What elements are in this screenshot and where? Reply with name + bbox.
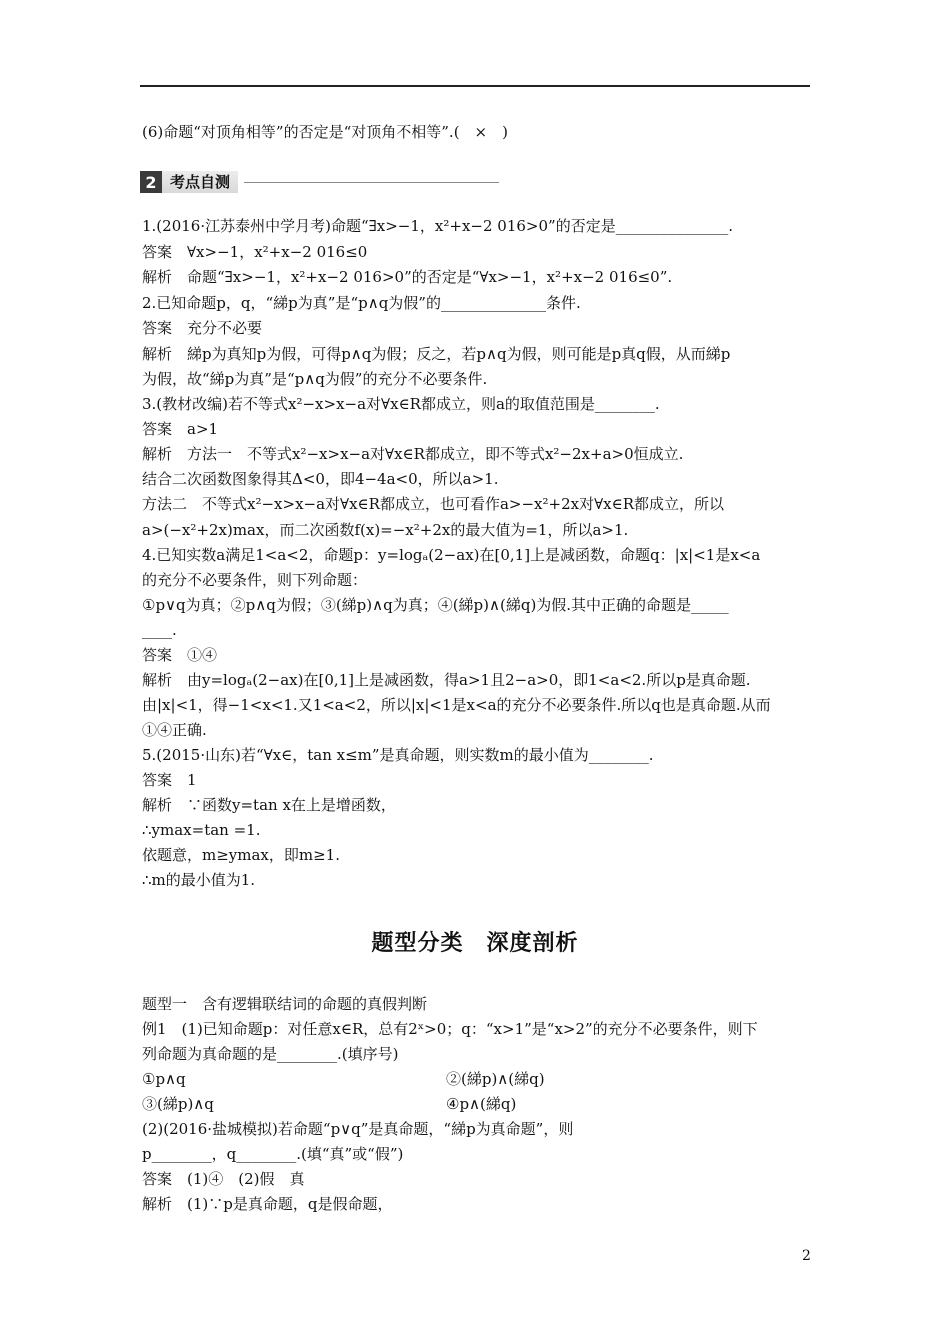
option-line: ③(綈p)∧q: [142, 1095, 214, 1113]
text-line: 1.(2016·江苏泰州中学月考)命题“∃x>−1，x²+x−2 016>0”的否定是_______________.: [142, 217, 733, 235]
page-number: 2: [802, 1248, 811, 1264]
text-line: 解析 由y=logₐ(2−ax)在[0,1]上是减函数，得a>1且2−a>0，即1<a<2.所以p是真命题.: [142, 671, 751, 689]
text-line: 答案 ①④: [142, 646, 218, 664]
text-line: ①④正确.: [142, 721, 207, 739]
text-line: (2)(2016·盐城模拟)若命题“p∨q”是真命题，“綈p为真命题”，则: [142, 1120, 574, 1138]
text-line: 答案 ∀x>−1，x²+x−2 016≤0: [142, 243, 368, 261]
option-line: ②(綈p)∧(綈q): [446, 1070, 545, 1088]
text-line: 依题意，m≥ymax，即m≥1.: [142, 846, 340, 864]
text-line: p________，q________.(填“真”或“假”): [142, 1145, 404, 1163]
text-line: 2.已知命题p，q，“綈p为真”是“p∧q为假”的______________条件.: [142, 294, 581, 312]
text-line: ∴ymax=tan =1.: [142, 821, 261, 839]
text-line: 解析 綈p为真知p为假，可得p∧q为假；反之，若p∧q为假，则可能是p真q假，从而綈p: [142, 345, 731, 363]
text-line: ____.: [142, 621, 177, 639]
text-line: 3.(教材改编)若不等式x²−x>x−a对∀x∈R都成立，则a的取值范围是________.: [142, 395, 660, 413]
section-title: 考点自测: [162, 171, 238, 193]
text-line: 由|x|<1，得−1<x<1.又1<a<2，所以|x|<1是x<a的充分不必要条件.所以q也是真命题.从而: [142, 696, 771, 714]
text-line: 的充分不必要条件，则下列命题：: [142, 571, 368, 589]
section-heading: 题型分类 深度剖析: [371, 931, 579, 956]
text-line: 解析 方法一 不等式x²−x>x−a对∀x∈R都成立，即不等式x²−2x+a>0恒成立.: [142, 445, 684, 463]
text-line: 为假，故“綈p为真”是“p∧q为假”的充分不必要条件.: [142, 370, 488, 388]
text-line: 结合二次函数图象得其Δ<0，即4−4a<0，所以a>1.: [142, 470, 499, 488]
text-line: 答案 a>1: [142, 420, 219, 438]
text-line: 方法二 不等式x²−x>x−a对∀x∈R都成立，也可看作a>−x²+2x对∀x∈R都成立，所以: [142, 495, 724, 513]
text-line: 答案 (1)④ (2)假 真: [142, 1170, 305, 1188]
section-badge: [140, 170, 499, 194]
text-line: 例1 (1)已知命题p：对任意x∈R，总有2ˣ>0；q：“x>1”是“x>2”的充分不必要条件，则下: [142, 1020, 758, 1038]
text-line: a>(−x²+2x)max，而二次函数f(x)=−x²+2x的最大值为=1，所以a>1.: [142, 521, 629, 539]
text-line: 题型一 含有逻辑联结词的命题的真假判断: [142, 995, 428, 1013]
text-line: ∴m的最小值为1.: [142, 871, 256, 889]
section-number: 2: [140, 171, 162, 193]
text-line: 解析 ∵函数y=tan x在上是增函数，: [142, 796, 396, 814]
text-line: 答案 1: [142, 771, 197, 789]
text-line: ①p∨q为真；②p∧q为假；③(綈p)∧q为真；④(綈p)∧(綈q)为假.其中正确的命题是_____: [142, 596, 729, 614]
section-rule: [244, 182, 499, 183]
text-line: 4.已知实数a满足1<a<2，命题p：y=logₐ(2−ax)在[0,1]上是减函数，命题q：|x|<1是x<a: [142, 546, 761, 564]
option-line: ④p∧(綈q): [446, 1095, 517, 1113]
text-line: 列命题为真命题的是________.(填序号): [142, 1045, 399, 1063]
text-line: 答案 充分不必要: [142, 319, 263, 337]
top-rule: [140, 85, 810, 87]
option-line: ①p∧q: [142, 1070, 186, 1088]
text-line: 解析 命题“∃x>−1，x²+x−2 016>0”的否定是“∀x>−1，x²+x−2 016≤0”.: [142, 268, 673, 286]
item-6-line: (6)命题“对顶角相等”的否定是“对顶角不相等”.( × ): [142, 123, 508, 141]
text-line: 解析 (1)∵p是真命题，q是假命题，: [142, 1195, 393, 1213]
text-line: 5.(2015·山东)若“∀x∈，tan x≤m”是真命题，则实数m的最小值为________.: [142, 746, 654, 764]
